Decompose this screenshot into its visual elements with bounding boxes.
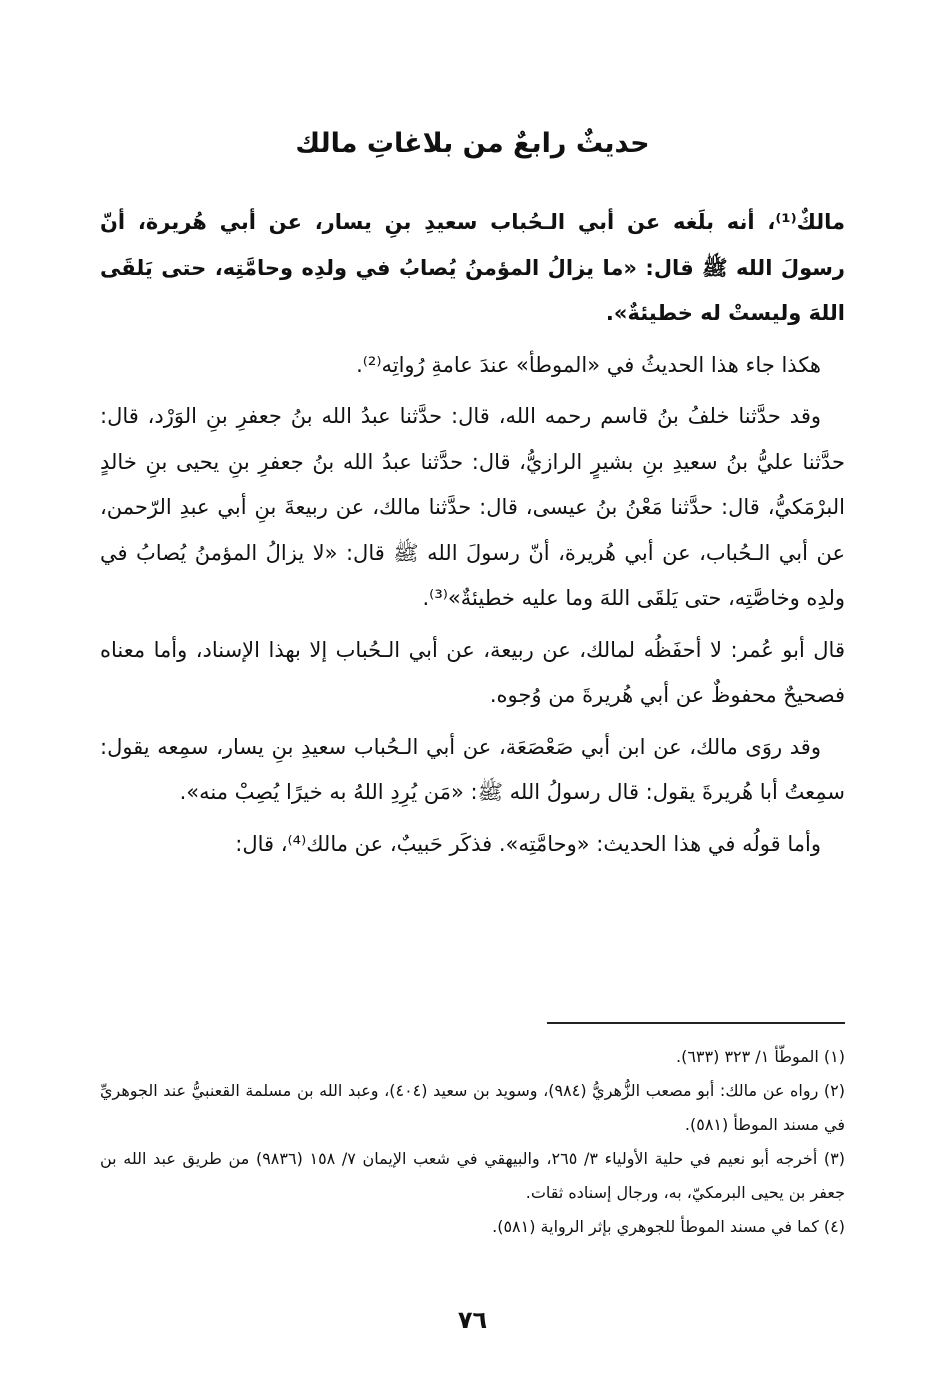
chapter-title: حديثٌ رابعٌ من بلاغاتِ مالك	[295, 128, 650, 159]
footnote-4: (٤) كما في مسند الموطأ للجوهري بإثر الرواية (٥٨١).	[492, 1217, 845, 1236]
footnotes	[100, 1040, 845, 1244]
page-number: ٧٦	[457, 1306, 488, 1334]
footnote-3: (٣) أخرجه أبو نعيم في حلية الأولياء ٣/ ٢٦٥، والبيهقي في شعب الإيمان ٧/ ١٥٨ (٩٨٣٦) من طريق عبد الله بن جعفر بن يحيى البرمكيّ، به، ورجال إسناده ثقات.	[100, 1149, 845, 1202]
explanation-paragraph: وأما قولُه في هذا الحديث: «وحامَّتِه». فذكَر حَبيبٌ، عن مالك⁽⁴⁾، قال:	[235, 831, 821, 856]
commentary-paragraph: هكذا جاء هذا الحديثُ في «الموطأ» عندَ عامةِ رُواتِه⁽²⁾.	[356, 352, 821, 377]
isnad-paragraph: وقد حدَّثنا خلفُ بنُ قاسم رحمه الله، قال: حدَّثنا عبدُ الله بنُ جعفرِ بنِ الوَرْد، قال: حدَّثنا عليُّ بنُ سعيدِ بنِ بشيرٍ الرازيُّ، قال: حدَّثنا عبدُ الله بنُ جعفرِ بنِ يحيى بنِ خالدٍ البرْمَكيُّ، قال: حدَّثنا مَعْنُ بنُ عيسى، قال: حدَّثنا مالك، عن ربيعةَ بنِ أبي عبدِ الرّحمن، عن أبي الـحُباب، عن أبي هُريرة، أنّ رسولَ الله ﷺ قال: «لا يزالُ المؤمنُ يُصابُ في ولدِه وخاصَّتِه، حتى يَلقَى اللهَ وما عليه خطيئةٌ»⁽³⁾.	[100, 404, 845, 610]
footnote-2: (٢) رواه عن مالك: أبو مصعب الزُّهريُّ (٩٨٤)، وسويد بن سعيد (٤٠٤)، وعبد الله بن مسلمة القعنبيُّ عند الجوهريِّ في مسند الموطأ (٥٨١).	[100, 1081, 846, 1134]
footnote-1: (١) الموطّأ ١/ ٣٢٣ (٦٣٣).	[676, 1047, 845, 1066]
footnote-divider	[547, 1022, 845, 1024]
book-page	[100, 0, 845, 1374]
abu-umar-paragraph: قال أبو عُمر: لا أحفَظُه لمالك، عن ربيعة، عن أبي الـحُباب إلا بهذا الإسناد، وأما معناه فصحيحٌ محفوظٌ عن أبي هُريرةَ من وُجوه.	[100, 637, 845, 707]
riwaya-paragraph: وقد روَى مالك، عن ابن أبي صَعْصَعَة، عن أبي الـحُباب سعيدِ بنِ يسار، سمِعه يقول: سمِعتُ أبا هُريرةَ يقول: قال رسولُ الله ﷺ: «مَن يُرِدِ اللهُ به خيرًا يُصِبْ منه».	[100, 734, 845, 804]
main-text	[100, 200, 845, 873]
hadith-paragraph: مالكٌ⁽¹⁾، أنه بلَغه عن أبي الـحُباب سعيدِ بنِ يسار، عن أبي هُريرة، أنّ رسولَ الله ﷺ قال: «ما يزالُ المؤمنُ يُصابُ في ولدِه وحامَّتِه، حتى يَلقَى اللهَ وليستْ له خطيئةٌ».	[100, 210, 845, 325]
